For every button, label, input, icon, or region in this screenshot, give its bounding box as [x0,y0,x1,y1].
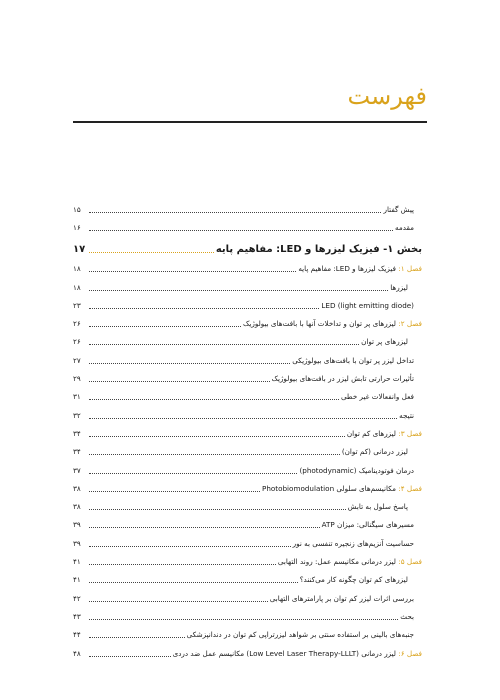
page-number: ۲۶ [73,319,81,329]
chapter-label: فصل ۲: [398,319,422,329]
toc-entry[interactable]: بررسی اثرات لیزر کم توان بر پارامترهای التهابی ۴۲ [73,593,414,603]
page-number: ۳۱ [73,392,81,402]
leader-dots [89,326,241,327]
page-number: ۳۲ [73,410,81,420]
page-title: فهرست [347,82,427,110]
chapter-label: فصل ۵: [398,557,422,567]
toc-chapter-5[interactable]: فصل ۵: لیزر درمانی مکانیسم عمل: روند التهابی ۴۱ [73,557,422,567]
toc-entry[interactable]: پیش گفتار ۱۵ [73,205,414,214]
toc-chapter-4[interactable]: فصل ۴: مکانیسم‌های سلولی Photobiomodulation ۳۸ [73,483,422,493]
table-of-contents [73,205,422,667]
page-number: ۳۸ [73,483,81,493]
toc-entry[interactable]: بحث ۴۳ [73,611,414,621]
leader-dots [89,582,298,583]
page-number: ۲۷ [73,355,81,365]
page-number: ۴۱ [73,575,81,585]
toc-entry[interactable]: لیزرها ۱۸ [73,282,408,292]
page-number: ۱۸ [73,264,81,274]
leader-dots [89,656,171,657]
page-number: ۳۸ [73,502,81,512]
toc-chapter-1[interactable]: فصل ۱: فیزیک لیزرها و LED: مفاهیم پایه ۱۸ [73,264,422,274]
toc-entry[interactable]: پاسخ سلول به تابش ۳۸ [73,502,408,512]
leader-dots [89,564,276,565]
leader-dots [89,619,398,620]
leader-dots [89,399,339,400]
leader-dots [89,290,388,291]
page-number: ۳۷ [73,465,81,475]
title-rule [73,121,427,123]
chapter-label: فصل ۳: [398,428,422,438]
page-number: ۳۹ [73,538,81,548]
toc-entry[interactable]: حساسیت آنزیم‌های زنجیره تنفسی به نور ۳۹ [73,538,414,548]
page-number: ۱۷ [73,244,86,256]
page-number: ۴۴ [73,630,81,640]
leader-dots [89,344,359,345]
toc-chapter-3[interactable]: فصل ۳: لیزرهای کم توان ۳۴ [73,428,422,438]
chapter-label: فصل ۶: [398,648,422,658]
leader-dots [89,308,319,309]
toc-entry[interactable]: مسیرهای سیگنالی: میزان ATP ۳۹ [73,520,414,530]
page-number: ۴۸ [73,648,81,658]
page-number: ۳۴ [73,428,81,438]
toc-entry[interactable]: لیزرهای پر توان ۲۶ [73,337,408,347]
page-number: ۱۶ [73,223,81,233]
page-number: ۳۴ [73,447,81,457]
leader-dots [89,212,381,213]
leader-dots [89,363,290,364]
toc-entry[interactable]: LED (light emitting diode) ۲۳ [73,300,414,310]
page-number: ۴۲ [73,593,81,603]
leader-dots [89,527,320,528]
leader-dots [89,271,296,272]
chapter-label: فصل ۱: [398,264,422,274]
toc-part-1[interactable]: بخش ۱- فیزیک لیزرها و LED: مفاهیم پایه ۱۷ [73,244,422,256]
leader-dots [89,637,185,638]
page-number: ۴۳ [73,611,81,621]
leader-dots [89,546,291,547]
leader-dots [89,473,297,474]
page-number: ۱۵ [73,205,81,214]
toc-entry[interactable]: فعل وانفعالات غیر خطی ۳۱ [73,392,414,402]
leader-dots [89,381,270,382]
page-number: ۳۹ [73,520,81,530]
toc-entry[interactable]: لیزرهای کم توان چگونه کار می‌کنند؟ ۴۱ [73,575,408,585]
leader-dots [89,601,268,602]
leader-dots [89,252,214,253]
toc-entry[interactable]: تداخل لیزر پر توان با بافت‌های بیولوژیکی ۲۷ [73,355,414,365]
leader-dots [89,230,393,231]
leader-dots [89,509,346,510]
toc-entry[interactable]: تأثیرات حرارتی تابش لیزر در بافت‌های بیولوژیک ۲۹ [73,374,414,384]
toc-entry[interactable]: لیزر درمانی (کم توان) ۳۴ [73,447,408,457]
leader-dots [89,436,345,437]
toc-chapter-6[interactable]: فصل ۶: لیزر درمانی (Low Level Laser Therapy-LLLT) مکانیسم عمل ضد دردی ۴۸ [73,648,422,658]
page-number: ۱۸ [73,282,81,292]
leader-dots [89,418,397,419]
leader-dots [89,491,260,492]
toc-chapter-2[interactable]: فصل ۲: لیزرهای پر توان و تداخلات آنها با بافت‌های بیولوژیک ۲۶ [73,319,422,329]
chapter-label: فصل ۴: [398,483,422,493]
toc-entry[interactable]: جنبه‌های بالینی بر استفاده سنتی بر شواهد لیزرتراپی کم توان در دندانپزشکی ۴۴ [73,630,414,640]
page-number: ۲۶ [73,337,81,347]
toc-entry[interactable]: نتیجه ۳۲ [73,410,414,420]
page-number: ۴۱ [73,557,81,567]
toc-entry[interactable]: مقدمه ۱۶ [73,223,414,233]
page-number: ۲۳ [73,300,81,310]
page-number: ۲۹ [73,374,81,384]
leader-dots [89,454,340,455]
toc-entry[interactable]: درمان فوتودینامیک (photodynamic) ۳۷ [73,465,414,475]
